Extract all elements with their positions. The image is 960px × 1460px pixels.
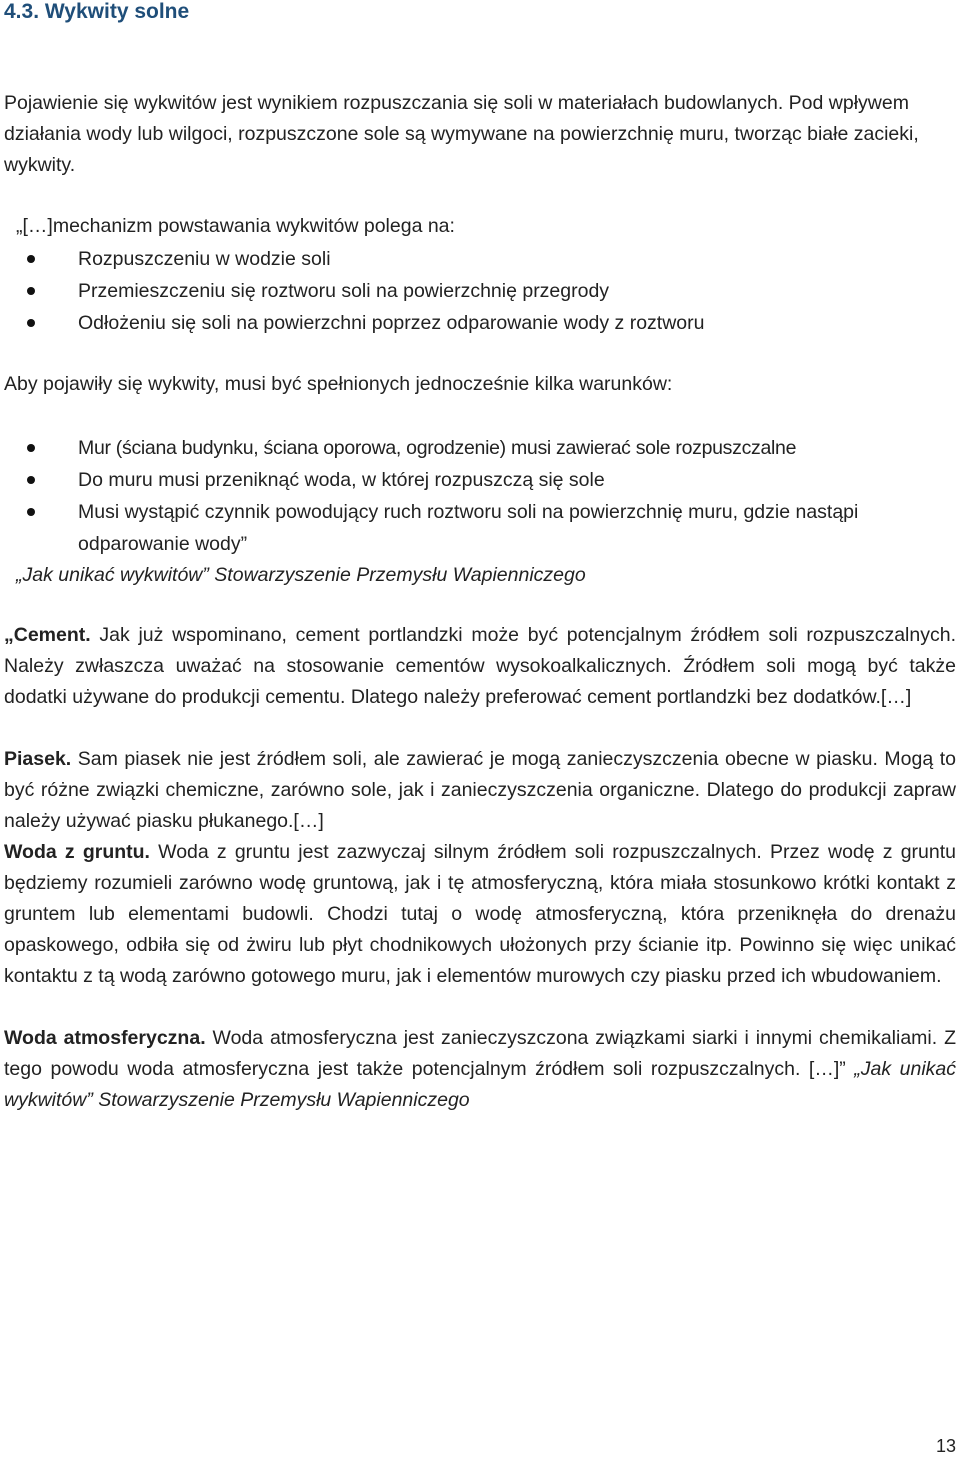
section-title: „Cement. (4, 624, 91, 646)
conditions-list (4, 432, 956, 560)
list-item: Rozpuszczeniu w wodzie soli (4, 243, 956, 275)
section-piasek: Piasek. Sam piasek nie jest źródłem soli, ale zawierać je mogą zanieczyszczenia obecne w piasku. Mogą to być różne związki chemiczne, zarówno sole, jak i zanieczyszczenia organiczne. Dlatego do produkcji zapraw należy używać piasku płukanego.[…] (4, 748, 956, 832)
page-number: 13 (935, 1436, 956, 1456)
section-title: Woda atmosferyczna. (4, 1027, 206, 1049)
bullet-icon (27, 444, 35, 452)
mechanism-list (4, 243, 956, 339)
quote-source: „Jak unikać wykwitów” Stowarzyszenie Przemysłu Wapienniczego (4, 1058, 957, 1111)
conditions-intro: Aby pojawiły się wykwity, musi być spełnionych jednocześnie kilka warunków: (4, 373, 673, 395)
bullet-icon (27, 319, 35, 327)
bullet-icon (27, 476, 35, 484)
section-cement: „Cement. Jak już wspominano, cement portlandzki może być potencjalnym źródłem soli rozpuszczalnych. Należy zwłaszcza uważać na stosowanie cementów wysokoalkalicznych. Źródłem soli mogą być także dodatki używane do produkcji cementu. Dlatego należy preferować cement portlandzki bez dodatków.[…] (4, 624, 956, 708)
bullet-icon (27, 287, 35, 295)
quote-source: „Jak unikać wykwitów” Stowarzyszenie Przemysłu Wapienniczego (16, 564, 586, 586)
quote-intro: „[…]mechanizm powstawania wykwitów polega na: (16, 215, 455, 237)
section-title: Piasek. (4, 748, 72, 770)
list-item: Musi wystąpić czynnik powodujący ruch roztworu soli na powierzchnię muru, gdzie nastąpi odparowanie wody” (4, 496, 956, 560)
intro-paragraph: Pojawienie się wykwitów jest wynikiem rozpuszczania się soli w materiałach budowlanych. Pod wpływem działania wody lub wilgoci, rozpuszczone sole są wymywane na powierzchnię muru, tworząc białe zacieki, wykwity. (4, 92, 919, 176)
list-item: Do muru musi przeniknąć woda, w której rozpuszczą się sole (4, 464, 956, 496)
bullet-icon (27, 255, 35, 263)
section-woda-atmosferyczna: Woda atmosferyczna. Woda atmosferyczna jest zanieczyszczona związkami siarki i innymi chemikaliami. Z tego powodu woda atmosferyczna jest także potencjalnym źródłem soli rozpuszczalnych. […]” „Jak unikać wykwitów” Stowarzyszenie Przemysłu Wapienniczego (4, 1027, 957, 1111)
list-item: Mur (ściana budynku, ściana oporowa, ogrodzenie) musi zawierać sole rozpuszczalne (4, 432, 956, 464)
section-title: Woda z gruntu. (4, 841, 150, 863)
list-item: Odłożeniu się soli na powierzchni poprzez odparowanie wody z roztworu (4, 307, 956, 339)
list-item: Przemieszczeniu się roztworu soli na powierzchnię przegrody (4, 275, 956, 307)
section-woda-z-gruntu: Woda z gruntu. Woda z gruntu jest zazwyczaj silnym źródłem soli rozpuszczalnych. Przez wodę z gruntu będziemy rozumieli zarówno wodę gruntową, jak i tę atmosferyczną, która miała stosunkowo krótki kontakt z gruntem lub elementami budowli. Chodzi tutaj o wodę atmosferyczną, która przeniknęła do drenażu opaskowego, odbiła się od żwiru lub płyt chodnikowych ułożonych przy ścianie itp. Powinno się więc unikać kontaktu z tą wodą zarówno gotowego muru, jak i elementów murowych czy piasku przed ich wbudowaniem. (4, 841, 956, 987)
bullet-icon (27, 508, 35, 516)
section-heading: 4.3. Wykwity solne (4, 0, 190, 23)
